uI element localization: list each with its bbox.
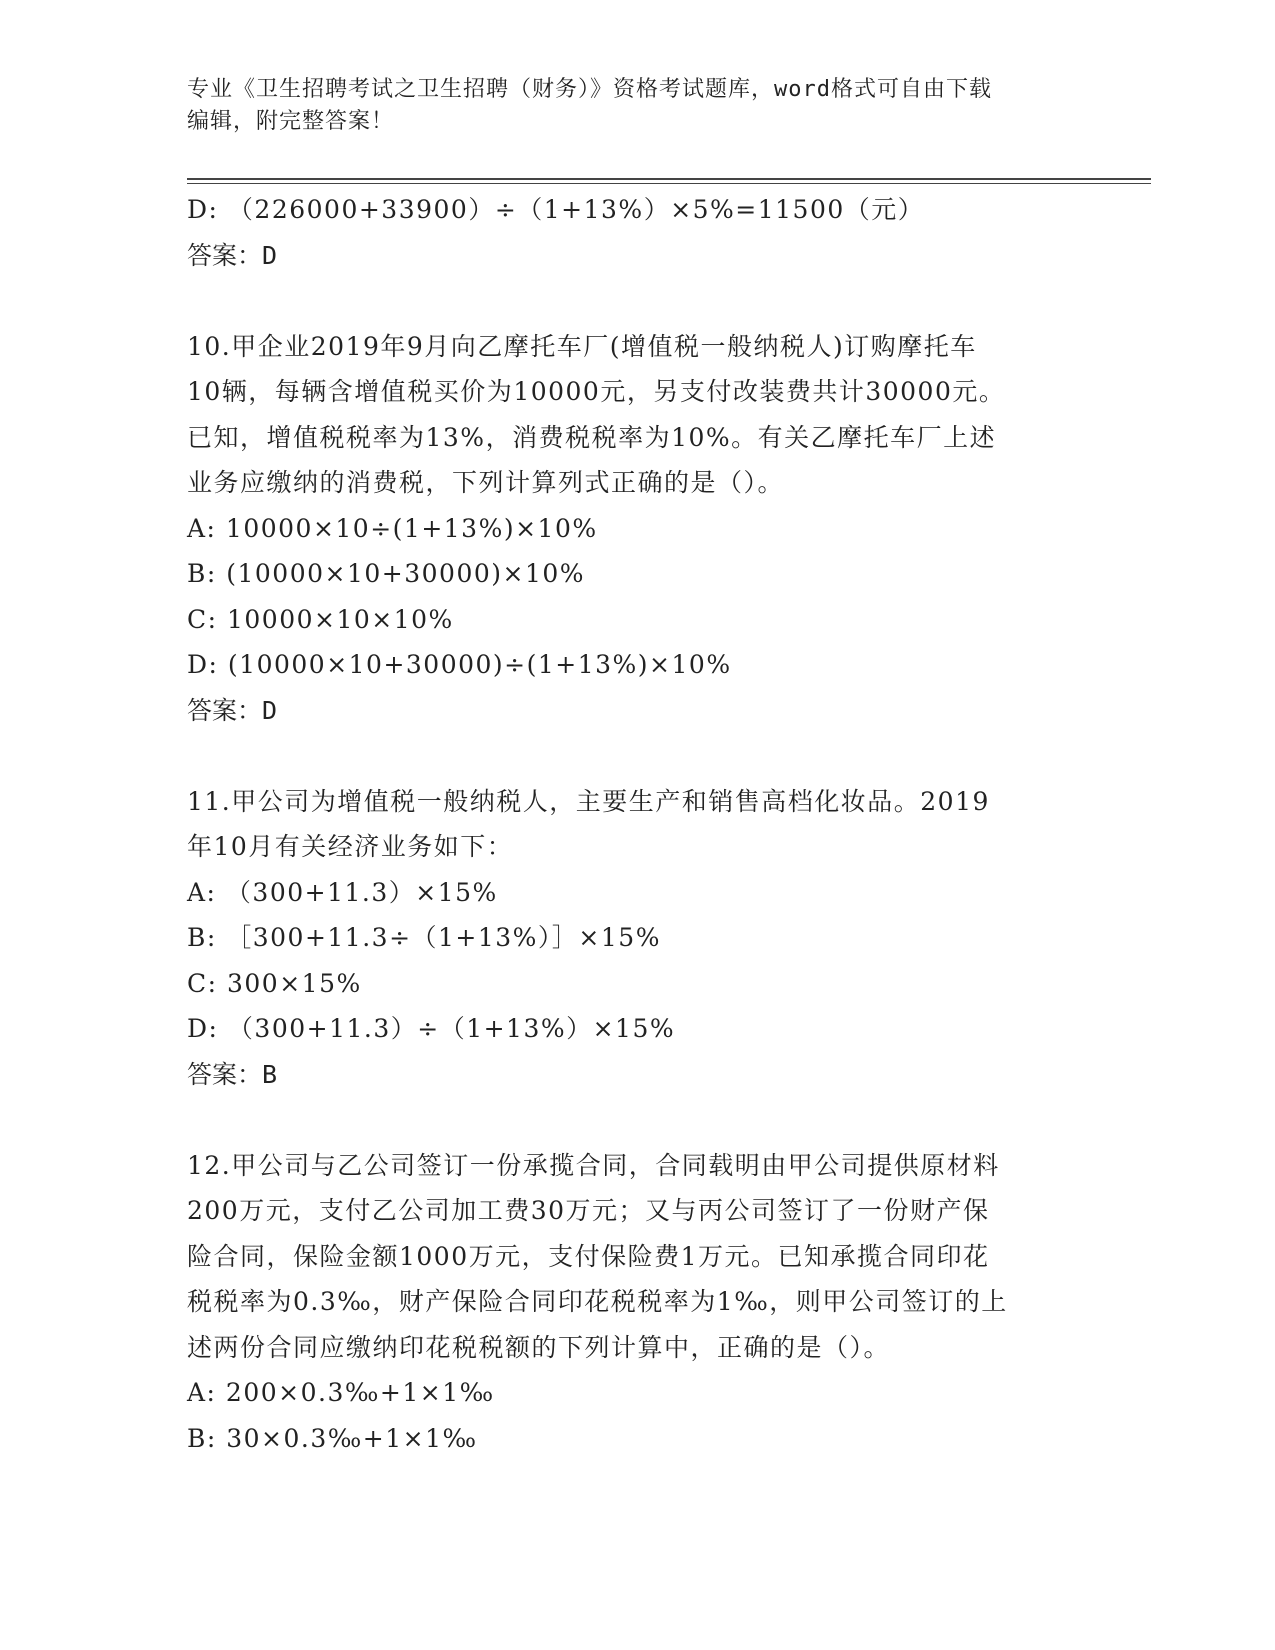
q11-option-a: A: （300+11.3）×15% (187, 877, 498, 907)
q11-stem-line: 年10月有关经济业务如下： (187, 832, 514, 861)
q10-stem-line: 业务应缴纳的消费税，下列计算列式正确的是（）。 (187, 468, 785, 497)
page-header (187, 74, 1087, 138)
spacer (187, 733, 1087, 779)
header-divider (187, 178, 1151, 184)
q10-option-d: D: (10000×10+30000)÷(1+13%)×10% (187, 650, 732, 679)
spacer (187, 278, 1087, 324)
spacer (187, 1097, 1087, 1143)
q12-stem-line: 述两份合同应缴纳印花税税额的下列计算中，正确的是（）。 (187, 1332, 891, 1362)
q10-option-c: C: 10000×10×10% (187, 604, 454, 634)
question-12 (187, 1143, 1087, 1462)
prev-option-d: D: （226000+33900）÷（1+13%）×5%=11500（元） (187, 195, 925, 224)
q10-option-a: A: 10000×10÷(1+13%)×10% (187, 513, 598, 543)
q12-option-a: A: 200×0.3‰+1×1‰ (187, 1378, 495, 1407)
question-10 (187, 324, 1087, 734)
q12-option-b: B: 30×0.3‰+1×1‰ (187, 1423, 478, 1453)
q10-answer: 答案：D (187, 695, 278, 725)
header-line-2: 编辑，附完整答案！ (187, 109, 395, 134)
q11-option-b: B: ［300+11.3÷（1+13%）］×15% (187, 923, 661, 952)
header-line-1: 专业《卫生招聘考试之卫生招聘（财务）》资格考试题库，word格式可自由下载 (187, 77, 992, 102)
q11-stem-line: 11.甲公司为增值税一般纳税人，主要生产和销售高档化妆品。2019 (187, 786, 990, 816)
q12-stem-line: 12.甲公司与乙公司签订一份承揽合同，合同载明由甲公司提供原材料 (187, 1150, 1000, 1180)
q11-option-d: D: （300+11.3）÷（1+13%）×15% (187, 1014, 676, 1043)
q12-stem-line: 税税率为0.3‰，财产保险合同印花税税率为1‰，则甲公司签订的上 (187, 1287, 1008, 1316)
question-11 (187, 779, 1087, 1098)
q11-option-c: C: 300×15% (187, 968, 362, 998)
q10-stem-line: 10.甲企业2019年9月向乙摩托车厂(增值税一般纳税人)订购摩托车 (187, 331, 977, 361)
q10-stem-line: 已知，增值税税率为13%，消费税税率为10%。有关乙摩托车厂上述 (187, 422, 997, 452)
q10-option-b: B: (10000×10+30000)×10% (187, 559, 586, 588)
prev-answer: 答案：D (187, 240, 278, 270)
q10-stem-line: 10辆，每辆含增值税买价为10000元，另支付改装费共计30000元。 (187, 377, 1006, 406)
q12-stem-line: 200万元，支付乙公司加工费30万元；又与丙公司签订了一份财产保 (187, 1196, 990, 1225)
q12-stem-line: 险合同，保险金额1000万元，支付保险费1万元。已知承揽合同印花 (187, 1241, 990, 1271)
q11-answer: 答案：B (187, 1059, 278, 1089)
question-content (187, 187, 1087, 1461)
